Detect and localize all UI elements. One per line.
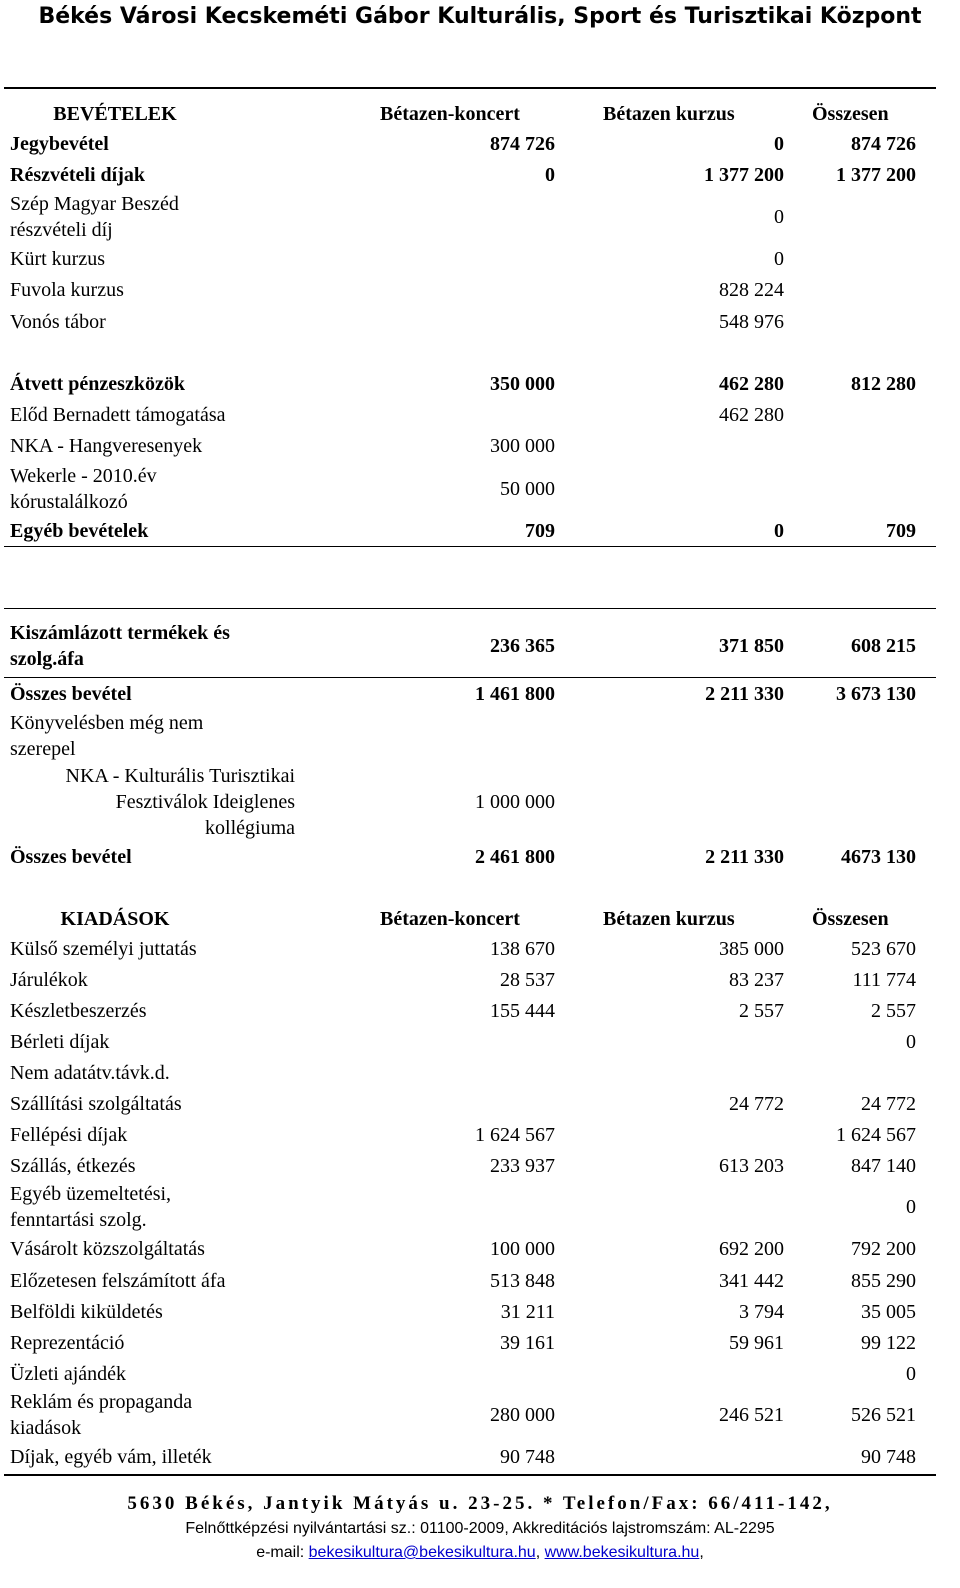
cell-concert: 513 848 [490, 1270, 555, 1292]
cell-course: 246 521 [719, 1404, 784, 1426]
registration-text: Felnőttképzési nyilvántartási sz.: 01100-2009, Akkreditációs lajstromszám: AL-2295 [185, 1520, 775, 1537]
cell-concert: 1 461 800 [475, 683, 555, 705]
col-header-course: Bétazen kurzus [603, 908, 735, 930]
row-label: Wekerle - 2010.év kórustalálkozó [10, 465, 157, 513]
divider [4, 677, 936, 678]
cell-total: 90 748 [861, 1446, 916, 1468]
cell-concert: 138 670 [490, 938, 555, 960]
row-label: Járulékok [10, 969, 88, 991]
row-label: Előzetesen felszámított áfa [10, 1270, 226, 1292]
cell-total: 0 [906, 1363, 916, 1385]
expenses-section-title: KIADÁSOK [60, 908, 170, 930]
row-label: Díjak, egyéb vám, illeték [10, 1446, 212, 1468]
row-label: Egyéb bevételek [10, 520, 149, 542]
cell-course: 828 224 [719, 279, 784, 301]
cell-total: 0 [906, 1031, 916, 1053]
cell-course: 2 211 330 [705, 683, 784, 705]
cell-total: 709 [886, 520, 916, 542]
cell-course: 83 237 [729, 969, 784, 991]
cell-course: 24 772 [729, 1093, 784, 1115]
footer-divider [4, 1474, 936, 1476]
row-label: Kürt kurzus [10, 248, 105, 270]
cell-total: 111 774 [852, 969, 916, 991]
row-label: NKA - Hangveresenyek [10, 435, 203, 457]
cell-total: 847 140 [851, 1155, 916, 1177]
footer-contact [0, 1542, 960, 1564]
separator: , [535, 1544, 545, 1561]
cell-total: 792 200 [851, 1238, 916, 1260]
trailing-comma: , [699, 1544, 704, 1561]
cell-concert: 0 [545, 164, 555, 186]
divider [4, 87, 936, 89]
cell-total: 35 005 [861, 1301, 916, 1323]
row-label: Reklám és propaganda kiadások [10, 1391, 193, 1439]
col-header-total: Összesen [812, 103, 889, 125]
divider [4, 546, 936, 547]
cell-course: 341 442 [719, 1270, 784, 1292]
cell-total: 812 280 [851, 373, 916, 395]
cell-concert: 280 000 [490, 1404, 555, 1426]
cell-course: 0 [774, 520, 784, 542]
cell-concert: 90 748 [500, 1446, 555, 1468]
row-label: Részvételi díjak [10, 164, 145, 186]
cell-course: 1 377 200 [704, 164, 784, 186]
divider [4, 608, 936, 609]
cell-concert: 2 461 800 [475, 846, 555, 868]
cell-concert: 39 161 [500, 1332, 555, 1354]
cell-concert: 1 000 000 [475, 791, 555, 813]
email-prefix: e-mail: [256, 1544, 309, 1561]
cell-course: 0 [774, 133, 784, 155]
cell-course: 462 280 [719, 373, 784, 395]
cell-total: 608 215 [851, 635, 916, 657]
cell-total: 874 726 [851, 133, 916, 155]
row-label: Egyéb üzemeltetési, fenntartási szolg. [10, 1183, 172, 1231]
row-label: Szép Magyar Beszéd részvételi díj [10, 193, 179, 241]
row-label: Kiszámlázott termékek és szolg.áfa [10, 622, 230, 670]
row-label: Vásárolt közszolgáltatás [10, 1238, 205, 1260]
row-label: Belföldi kiküldetés [10, 1301, 163, 1323]
email-link[interactable]: bekesikultura@bekesikultura.hu [308, 1544, 536, 1561]
cell-concert: 709 [525, 520, 555, 542]
cell-course: 0 [774, 206, 784, 228]
row-label: Előd Bernadett támogatása [10, 404, 226, 426]
cell-course: 2 211 330 [705, 846, 784, 868]
cell-course: 371 850 [719, 635, 784, 657]
cell-total: 2 557 [871, 1000, 916, 1022]
cell-total: 1 624 567 [836, 1124, 916, 1146]
cell-concert: 350 000 [490, 373, 555, 395]
cell-concert: 50 000 [500, 478, 555, 500]
col-header-course: Bétazen kurzus [603, 103, 735, 125]
cell-course: 692 200 [719, 1238, 784, 1260]
cell-total: 4673 130 [841, 846, 916, 868]
cell-total: 855 290 [851, 1270, 916, 1292]
cell-course: 59 961 [729, 1332, 784, 1354]
cell-course: 548 976 [719, 311, 784, 333]
cell-total: 24 772 [861, 1093, 916, 1115]
cell-course: 0 [774, 248, 784, 270]
cell-concert: 100 000 [490, 1238, 555, 1260]
row-label: Fellépési díjak [10, 1124, 128, 1146]
cell-course: 3 794 [739, 1301, 784, 1323]
cell-concert: 233 937 [490, 1155, 555, 1177]
cell-total: 523 670 [851, 938, 916, 960]
row-label: Nem adatátv.távk.d. [10, 1062, 170, 1084]
cell-course: 613 203 [719, 1155, 784, 1177]
row-label: Szállítási szolgáltatás [10, 1093, 182, 1115]
row-label: Vonós tábor [10, 311, 106, 333]
row-label: Könyvelésben még nem szerepel [10, 712, 204, 760]
row-label: Üzleti ajándék [10, 1363, 127, 1385]
footer-address [0, 1491, 960, 1517]
cell-concert: 31 211 [500, 1301, 555, 1323]
cell-course: 462 280 [719, 404, 784, 426]
cell-total: 3 673 130 [836, 683, 916, 705]
row-label: Szállás, étkezés [10, 1155, 136, 1177]
cell-concert: 1 624 567 [475, 1124, 555, 1146]
cell-total: 99 122 [861, 1332, 916, 1354]
page-header [0, 0, 960, 34]
row-label: Fuvola kurzus [10, 279, 124, 301]
cell-concert: 155 444 [490, 1000, 555, 1022]
cell-course: 2 557 [739, 1000, 784, 1022]
cell-concert: 874 726 [490, 133, 555, 155]
row-label: Külső személyi juttatás [10, 938, 197, 960]
col-header-total: Összesen [812, 908, 889, 930]
col-header-concert: Bétazen-koncert [380, 908, 520, 930]
cell-concert: 236 365 [490, 635, 555, 657]
row-label: Bérleti díjak [10, 1031, 110, 1053]
row-label: Készletbeszerzés [10, 1000, 147, 1022]
address-text: 5630 Békés, Jantyik Mátyás u. 23-25. * Telefon/Fax: 66/411-142, [127, 1493, 833, 1514]
website-link[interactable]: www.bekesikultura.hu [544, 1544, 700, 1561]
cell-concert: 300 000 [490, 435, 555, 457]
cell-total: 1 377 200 [836, 164, 916, 186]
row-label: Összes bevétel [10, 683, 132, 705]
organization-title: Békés Városi Kecskeméti Gábor Kulturális, Sport és Turisztikai Központ [38, 4, 922, 29]
row-label: Összes bevétel [10, 846, 132, 868]
footer-registration [0, 1518, 960, 1540]
row-label: Átvett pénzeszközök [10, 373, 185, 395]
row-label: NKA - Kulturális Turisztikai Fesztiválok Ideiglenes kollégiuma [65, 765, 295, 839]
cell-course: 385 000 [719, 938, 784, 960]
col-header-concert: Bétazen-koncert [380, 103, 520, 125]
row-label: Jegybevétel [10, 133, 109, 155]
cell-total: 0 [906, 1196, 916, 1218]
row-label: Reprezentáció [10, 1332, 125, 1354]
revenue-section-title: BEVÉTELEK [53, 103, 177, 125]
cell-total: 526 521 [851, 1404, 916, 1426]
cell-concert: 28 537 [500, 969, 555, 991]
